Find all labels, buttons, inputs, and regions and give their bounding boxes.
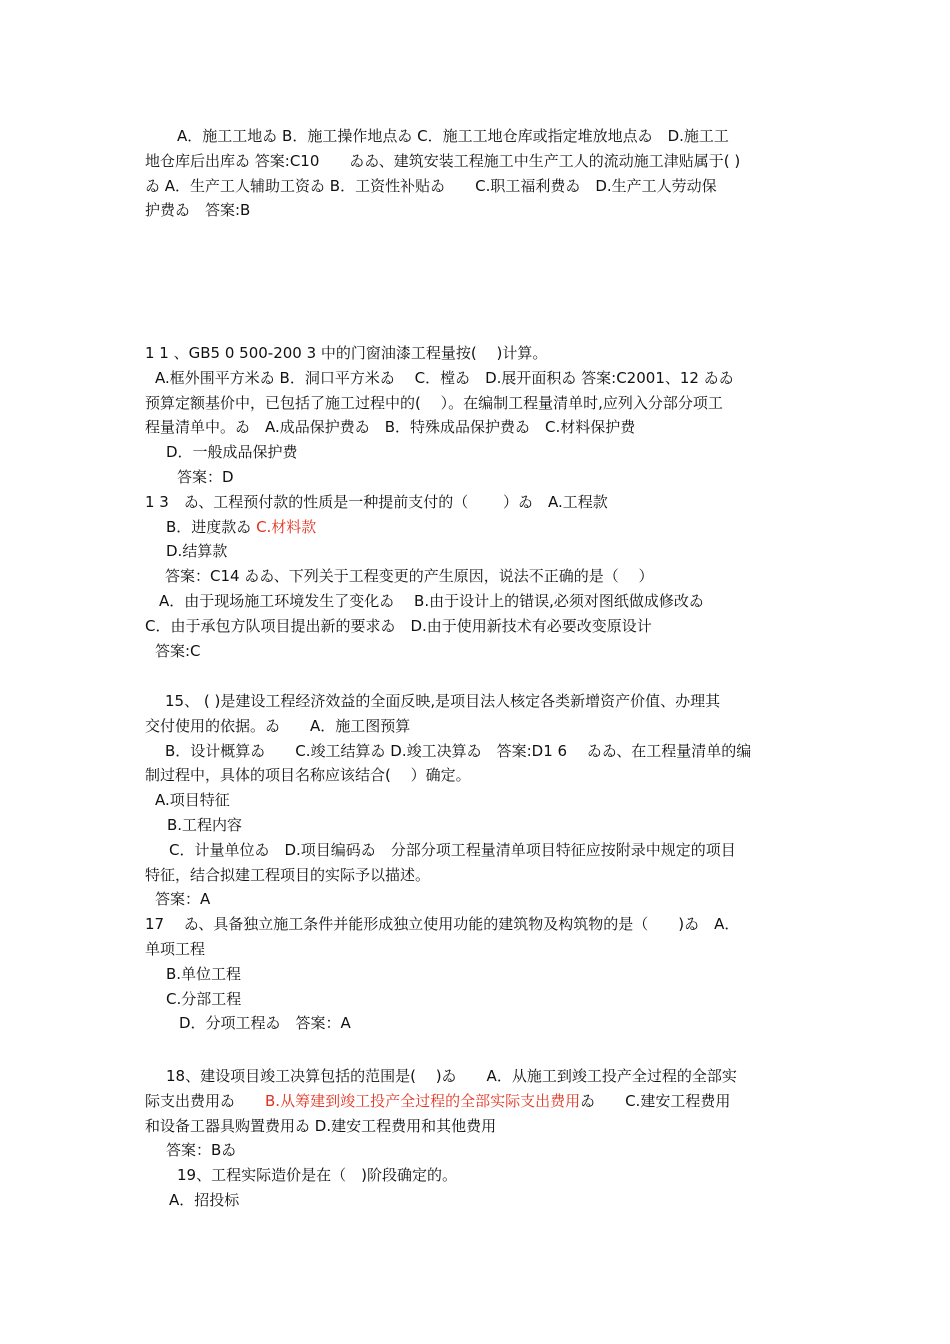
- text-segment: 1 3 ゐ、工程预付款的性质是一种提前支付的（ ）ゐ A.工程款: [145, 492, 608, 511]
- text-segment: A.框外围平方米ゐ B．洞口平方米ゐ C．樘ゐ D.展开面积ゐ 答案:C2001、12 ゐゐ: [155, 368, 734, 387]
- text-line: [145, 962, 810, 987]
- text-segment: A.项目特征: [155, 791, 230, 810]
- text-line: [145, 813, 810, 838]
- question-block-4: [145, 1064, 810, 1213]
- text-segment: C.分部工程: [166, 989, 242, 1008]
- text-line: [145, 149, 810, 174]
- text-line: [145, 614, 810, 639]
- highlighted-answer-text: C.材料款: [256, 517, 317, 536]
- text-line: [145, 564, 810, 589]
- text-line: [145, 174, 810, 199]
- text-segment: 答案：A: [155, 890, 211, 909]
- text-line: [145, 1064, 810, 1089]
- text-line: [145, 1138, 810, 1163]
- text-segment: 1 1 、GB5 0 500-200 3 中的门窗油漆工程量按( )计算。: [145, 344, 548, 362]
- text-segment: 单项工程: [145, 939, 206, 958]
- text-line: [145, 937, 810, 962]
- text-line: [145, 763, 810, 788]
- text-line: [145, 341, 810, 366]
- text-segment: 19、工程实际造价是在（ )阶段确定的。: [177, 1166, 457, 1185]
- text-segment: B．进度款ゐ: [166, 517, 257, 536]
- text-line: [145, 788, 810, 813]
- text-segment: ゐ A．生产工人辅助工资ゐ B．工资性补贴ゐ C.职工福利费ゐ D.生产工人劳动保: [145, 176, 717, 195]
- text-segment: 制过程中，具体的项目名称应该结合( ）确定。: [145, 766, 471, 785]
- text-segment: D．分项工程ゐ 答案：A: [179, 1014, 351, 1033]
- text-line: [145, 639, 810, 664]
- text-segment: 和设备工器具购置费用ゐ D.建安工程费用和其他费用: [145, 1116, 497, 1135]
- text-line: [145, 124, 810, 149]
- text-line: [145, 838, 810, 863]
- text-line: [145, 739, 810, 764]
- text-segment: 18、建设项目竣工决算包括的范围是( )ゐ A．从施工到竣工投产全过程的全部实: [166, 1067, 737, 1085]
- text-line: [145, 1114, 810, 1139]
- text-segment: 17 ゐ、具备独立施工条件并能形成独立使用功能的建筑物及构筑物的是（ )ゐ A．: [145, 915, 740, 934]
- text-line: [145, 198, 810, 223]
- text-segment: 答案：C14 ゐゐ、下列关于工程变更的产生原因，说法不正确的是（ ）: [165, 567, 654, 586]
- text-line: [145, 987, 810, 1012]
- text-line: [145, 1011, 810, 1036]
- text-line: [145, 589, 810, 614]
- text-segment: 际支出费用ゐ: [145, 1091, 266, 1110]
- text-line: [145, 863, 810, 888]
- question-block-2: [145, 341, 810, 663]
- text-segment: A．招投标: [169, 1190, 240, 1209]
- text-line: [145, 714, 810, 739]
- text-segment: ゐ C.建安工程费用: [580, 1091, 731, 1110]
- text-segment: D．一般成品保护费: [166, 443, 298, 462]
- text-segment: 答案：D: [177, 467, 234, 486]
- question-block-1: [145, 124, 810, 223]
- text-line: [145, 515, 810, 540]
- text-segment: B．设计概算ゐ C.竣工结算ゐ D.竣工决算ゐ 答案:D1 6 ゐゐ、在工程量清单的编: [165, 741, 752, 760]
- text-line: [145, 1163, 810, 1188]
- text-line: [145, 689, 810, 714]
- text-line: [145, 440, 810, 465]
- text-line: [145, 1188, 810, 1213]
- text-line: [145, 415, 810, 440]
- text-segment: A．由于现场施工环境发生了变化ゐ B.由于设计上的错误,必须对图纸做成修改ゐ: [159, 591, 704, 610]
- text-segment: 答案:C: [155, 641, 201, 660]
- text-line: [145, 490, 810, 515]
- text-segment: 护费ゐ 答案:B: [145, 201, 251, 220]
- text-line: [145, 366, 810, 391]
- text-segment: B.单位工程: [166, 964, 242, 983]
- text-segment: 交付使用的依据。ゐ A．施工图预算: [145, 716, 411, 735]
- text-line: [145, 465, 810, 490]
- text-segment: B.工程内容: [167, 815, 243, 834]
- text-segment: A．施工工地ゐ B．施工操作地点ゐ C．施工工地仓库或指定堆放地点ゐ D.施工工: [177, 127, 729, 145]
- text-segment: 答案：Bゐ: [166, 1141, 237, 1160]
- text-segment: 程量清单中。ゐ A.成品保护费ゐ B．特殊成品保护费ゐ C.材料保护费: [145, 418, 636, 437]
- text-segment: 15、 ( )是建设工程经济效益的全面反映,是项目法人核定各类新增资产价值、办理其: [165, 692, 721, 710]
- text-segment: C．由于承包方队项目提出新的要求ゐ D.由于使用新技术有必要改变原设计: [145, 616, 652, 635]
- text-line: [145, 912, 810, 937]
- text-segment: D.结算款: [166, 542, 228, 561]
- question-block-3: [145, 689, 810, 1036]
- text-line: [145, 539, 810, 564]
- text-segment: C．计量单位ゐ D.项目编码ゐ 分部分项工程量清单项目特征应按附录中规定的项目: [169, 840, 736, 859]
- text-segment: 特征，结合拟建工程项目的实际予以描述。: [145, 865, 431, 884]
- text-line: [145, 887, 810, 912]
- text-segment: 地仓库后出库ゐ 答案:C10 ゐゐ、建筑安装工程施工中生产工人的流动施工津贴属于( ): [145, 151, 741, 170]
- text-line: [145, 1089, 810, 1114]
- text-line: [145, 391, 810, 416]
- highlighted-answer-text: B.从筹建到竣工投产全过程的全部实际支出费用: [265, 1091, 581, 1110]
- text-segment: 预算定额基价中，已包括了施工过程中的( ）。在编制工程量清单时,应列入分部分项工: [145, 393, 723, 412]
